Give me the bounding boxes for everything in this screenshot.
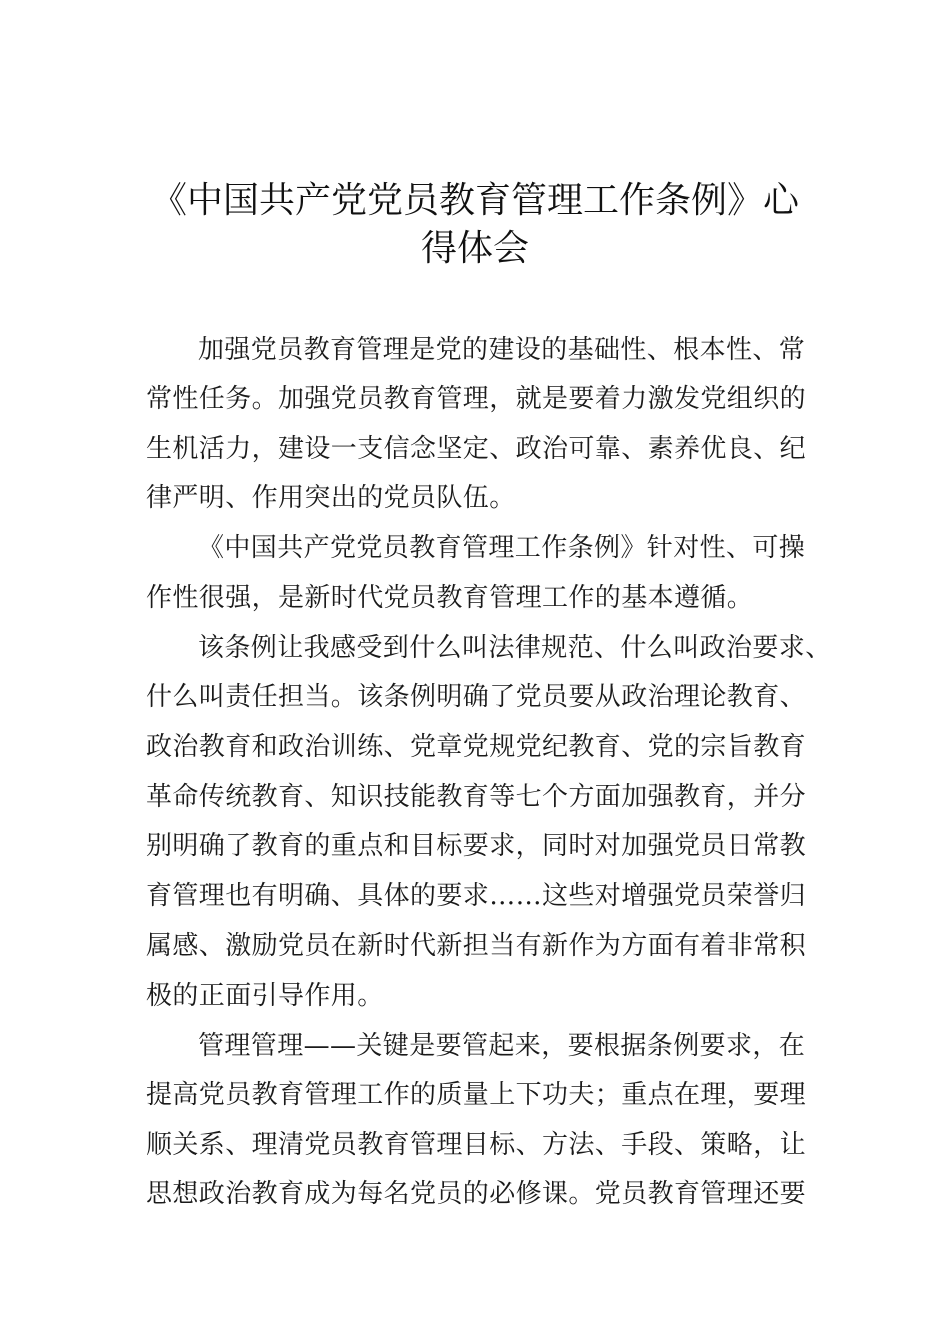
paragraph-line: 管理管理——关键是要管起来，要根据条例要求，在 — [198, 1031, 806, 1061]
paragraph-line: 该条例让我感受到什么叫法律规范、什么叫政治要求、 — [198, 633, 832, 663]
paragraph-line: 别明确了教育的重点和目标要求，同时对加强党员日常教 — [146, 831, 807, 861]
paragraph-line: 律严明、作用突出的党员队伍。 — [146, 483, 516, 513]
paragraph-line: 革命传统教育、知识技能教育等七个方面加强教育，并分 — [146, 782, 807, 812]
paragraph-line: 思想政治教育成为每名党员的必修课。党员教育管理还要 — [146, 1179, 807, 1209]
paragraph-line: 育管理也有明确、具体的要求……这些对增强党员荣誉归 — [146, 881, 807, 911]
paragraph-line: 作性很强，是新时代党员教育管理工作的基本遵循。 — [146, 583, 754, 613]
paragraph-line: 政治教育和政治训练、党章党规党纪教育、党的宗旨教育 — [146, 732, 807, 762]
paragraph-line: 常性任务。加强党员教育管理，就是要着力激发党组织的 — [146, 384, 807, 414]
paragraph-line: 生机活力，建设一支信念坚定、政治可靠、素养优良、纪 — [146, 434, 807, 464]
paragraph-line: 极的正面引导作用。 — [146, 981, 384, 1011]
paragraph-line: 顺关系、理清党员教育管理目标、方法、手段、策略，让 — [146, 1130, 807, 1160]
paragraph-line: 《中国共产党党员教育管理工作条例》针对性、可操 — [198, 533, 806, 563]
document-title-line-2: 得体会 — [420, 228, 529, 269]
document-title-line-1: 《中国共产党党员教育管理工作条例》心 — [150, 180, 799, 221]
paragraph-line: 加强党员教育管理是党的建设的基础性、根本性、常 — [198, 335, 806, 365]
paragraph-line: 属感、激励党员在新时代新担当有新作为方面有着非常积 — [146, 931, 807, 961]
paragraph-line: 提高党员教育管理工作的质量上下功夫；重点在理，要理 — [146, 1080, 807, 1110]
paragraph-line: 什么叫责任担当。该条例明确了党员要从政治理论教育、 — [146, 682, 807, 712]
